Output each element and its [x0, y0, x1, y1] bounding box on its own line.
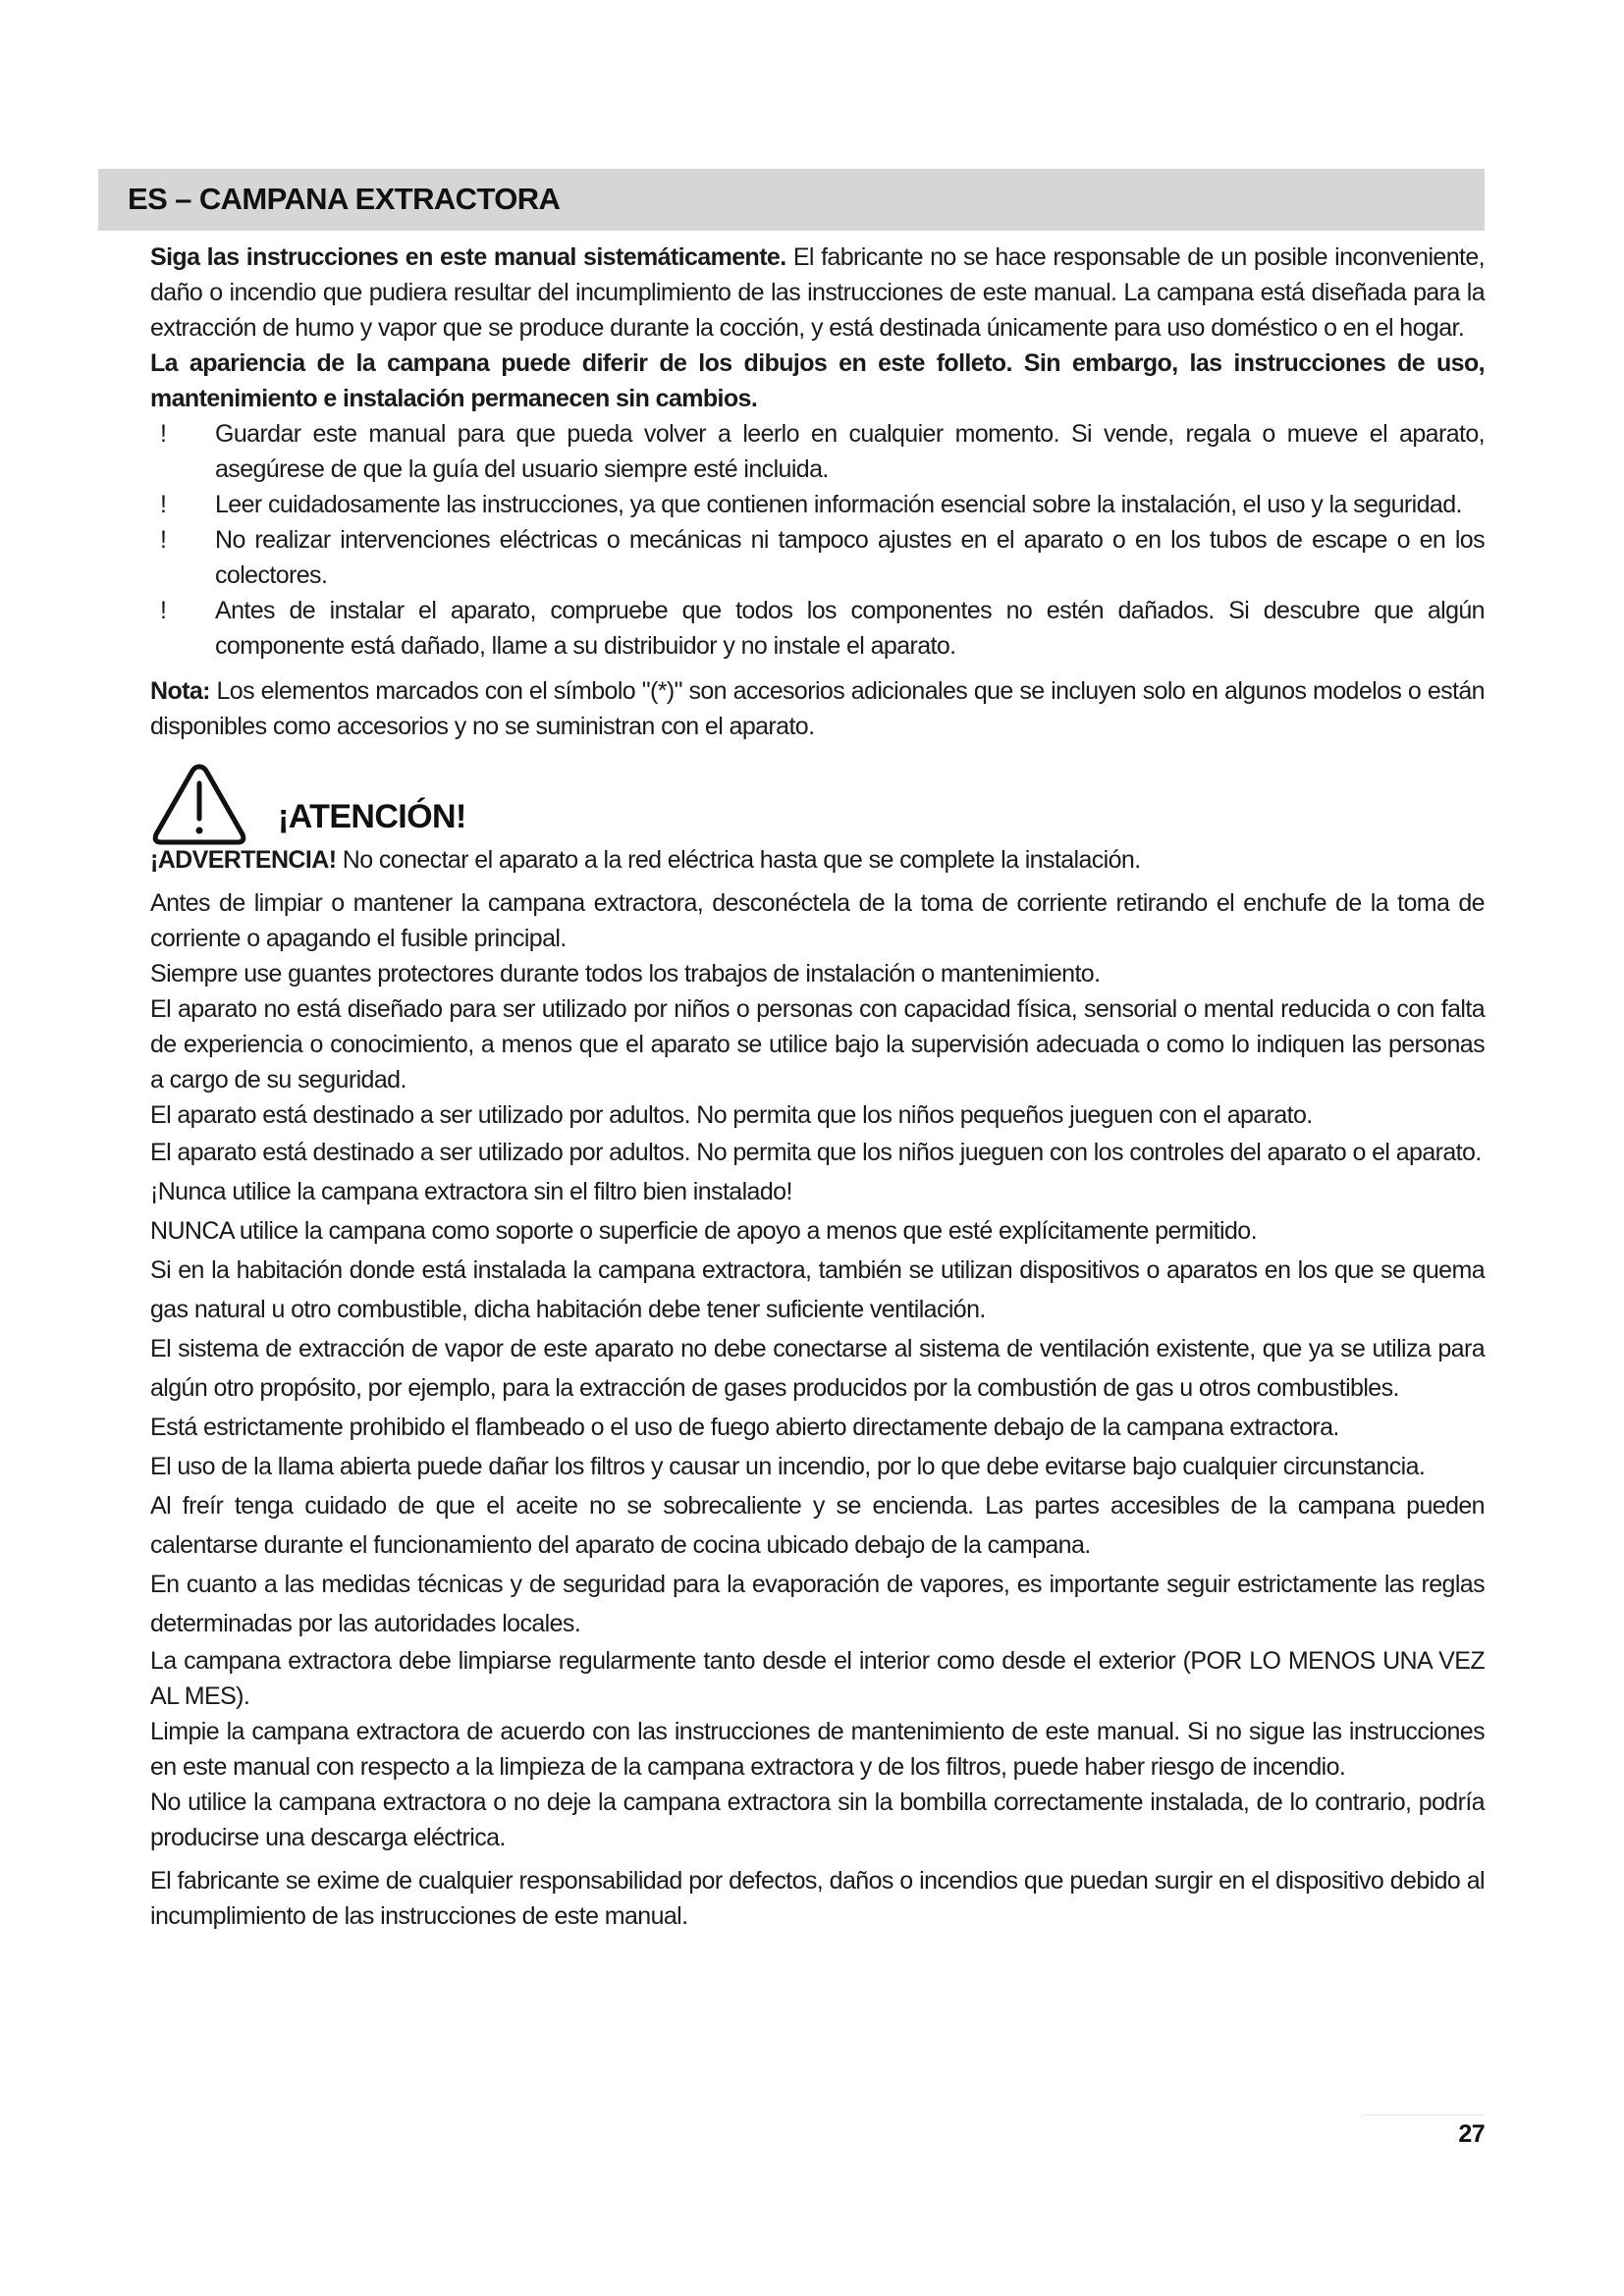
- list-item: [150, 416, 1485, 487]
- warnings-block: [150, 842, 1485, 1934]
- page-content: [150, 240, 1485, 1934]
- list-item: [150, 522, 1485, 593]
- page-number: 27: [1458, 2120, 1485, 2148]
- warning-item: ¡Nunca utilice la campana extractora sin el filtro bien instalado!: [150, 1178, 792, 1205]
- exclamation-icon: !: [160, 420, 167, 448]
- warning-item: El aparato está destinado a ser utilizado por adultos. No permita que los niños jueguen con los controles del aparato o el aparato.: [150, 1139, 1482, 1166]
- warning-item: El aparato no está diseñado para ser utilizado por niños o personas con capacidad física, sensorial o mental reducida o con falta de experiencia o conocimiento, a menos que el aparato se utilice bajo la supervisión adecuada o como lo indiquen las personas a cargo de su seguridad.: [150, 995, 1485, 1094]
- warning-item: El uso de la llama abierta puede dañar los filtros y causar un incendio, por lo que debe evitarse bajo cualquier circunstancia.: [150, 1453, 1426, 1480]
- intro-paragraph: [150, 240, 1485, 346]
- note-label: Nota:: [150, 677, 210, 705]
- warning-triangle-icon: [150, 762, 248, 848]
- instruction-list: [150, 416, 1485, 664]
- warning-item: Al freír tenga cuidado de que el aceite no se sobrecaliente y se encienda. Las partes accesibles de la campana pueden calentarse durante el funcionamiento del aparato de cocina ubicado debajo de la campana.: [150, 1492, 1485, 1559]
- note-text: Los elementos marcados con el símbolo "(*)" son accesorios adicionales que se incluyen solo en algunos modelos o están disponibles como accesorios y no se suministran con el aparato.: [150, 677, 1485, 740]
- list-item-text: Guardar este manual para que pueda volver a leerlo en cualquier momento. Si vende, regala o mueve el aparato, asegúrese de que la guía del usuario siempre esté incluida.: [215, 420, 1485, 483]
- exclamation-icon: !: [160, 491, 167, 518]
- warning-label: ¡ADVERTENCIA!: [150, 846, 337, 874]
- list-item: [150, 487, 1485, 522]
- list-item-text: No realizar intervenciones eléctricas o mecánicas ni tampoco ajustes en el aparato o en los tubos de escape o en los colectores.: [215, 526, 1485, 589]
- warning-item: El fabricante se exime de cualquier responsabilidad por defectos, daños o incendios que puedan surgir en el dispositivo debido al incumplimiento de las instrucciones de este manual.: [150, 1867, 1485, 1930]
- warning-item: No utilice la campana extractora o no deje la campana extractora sin la bombilla correctamente instalada, de lo contrario, podría producirse una descarga eléctrica.: [150, 1789, 1485, 1851]
- warning-item: En cuanto a las medidas técnicas y de seguridad para la evaporación de vapores, es importante seguir estrictamente las reglas determinadas por las autoridades locales.: [150, 1571, 1485, 1637]
- exclamation-icon: !: [160, 597, 167, 624]
- warning-item: Limpie la campana extractora de acuerdo con las instrucciones de mantenimiento de este manual. Si no sigue las instrucciones en este manual con respecto a la limpieza de la campana extractora y de los filtros, puede haber riesgo de incendio.: [150, 1718, 1485, 1781]
- warning-item: El aparato está destinado a ser utilizado por adultos. No permita que los niños pequeños jueguen con el aparato.: [150, 1101, 1313, 1129]
- section-header-bar: [98, 169, 1485, 231]
- appearance-note: [150, 346, 1485, 416]
- list-item-text: Leer cuidadosamente las instrucciones, ya que contienen información esencial sobre la instalación, el uso y la seguridad.: [215, 491, 1462, 518]
- warning-item: La campana extractora debe limpiarse regularmente tanto desde el interior como desde el exterior (POR LO MENOS UNA VEZ AL MES).: [150, 1647, 1485, 1710]
- warning-item: Siempre use guantes protectores durante todos los trabajos de instalación o mantenimiento.: [150, 960, 1101, 988]
- warning-item: Antes de limpiar o mantener la campana extractora, desconéctela de la toma de corriente retirando el enchufe de la toma de corriente o apagando el fusible principal.: [150, 889, 1485, 952]
- intro-lead-bold: Siga las instrucciones en este manual sistemáticamente.: [150, 243, 786, 271]
- note-paragraph: [150, 673, 1485, 744]
- warning-item: El sistema de extracción de vapor de este aparato no debe conectarse al sistema de ventilación existente, que ya se utiliza para algún otro propósito, por ejemplo, para la extracción de gases producidos por la combustión de gas u otros combustibles.: [150, 1335, 1485, 1402]
- list-item-text: Antes de instalar el aparato, compruebe que todos los componentes no estén dañados. Si descubre que algún componente está dañado, llame a su distribuidor y no instale el aparato.: [215, 597, 1485, 660]
- attention-title: ¡ATENCIÓN!: [278, 798, 466, 835]
- list-item: [150, 593, 1485, 664]
- warning-item: NUNCA utilice la campana como soporte o superficie de apoyo a menos que esté explícitamente permitido.: [150, 1217, 1257, 1245]
- section-title: ES – CAMPANA EXTRACTORA: [128, 182, 561, 216]
- warning-paragraph: [150, 842, 1485, 878]
- warning-item: Si en la habitación donde está instalada la campana extractora, también se utilizan dispositivos o aparatos en los que se quema gas natural u otro combustible, dicha habitación debe tener suficiente ventilación.: [150, 1256, 1485, 1323]
- footer-divider: [1363, 2114, 1485, 2115]
- attention-heading: [150, 762, 1485, 842]
- appearance-note-bold: La apariencia de la campana puede diferir de los dibujos en este folleto. Sin embargo, las instrucciones de uso, mantenimiento e instalación permanecen sin cambios.: [150, 349, 1485, 412]
- intro-lead-text: El fabricante no se hace responsable de un posible inconveniente, daño o incendio que pudiera resultar del incumplimiento de las instrucciones de este manual. La campana está diseñada para la extracción de humo y vapor que se produce durante la cocción, y está destinada únicamente para uso doméstico o en el hogar.: [150, 243, 1486, 342]
- warning-text: No conectar el aparato a la red eléctrica hasta que se complete la instalación.: [336, 846, 1141, 874]
- warning-item: Está estrictamente prohibido el flambeado o el uso de fuego abierto directamente debajo de la campana extractora.: [150, 1414, 1339, 1441]
- exclamation-icon: !: [160, 526, 167, 554]
